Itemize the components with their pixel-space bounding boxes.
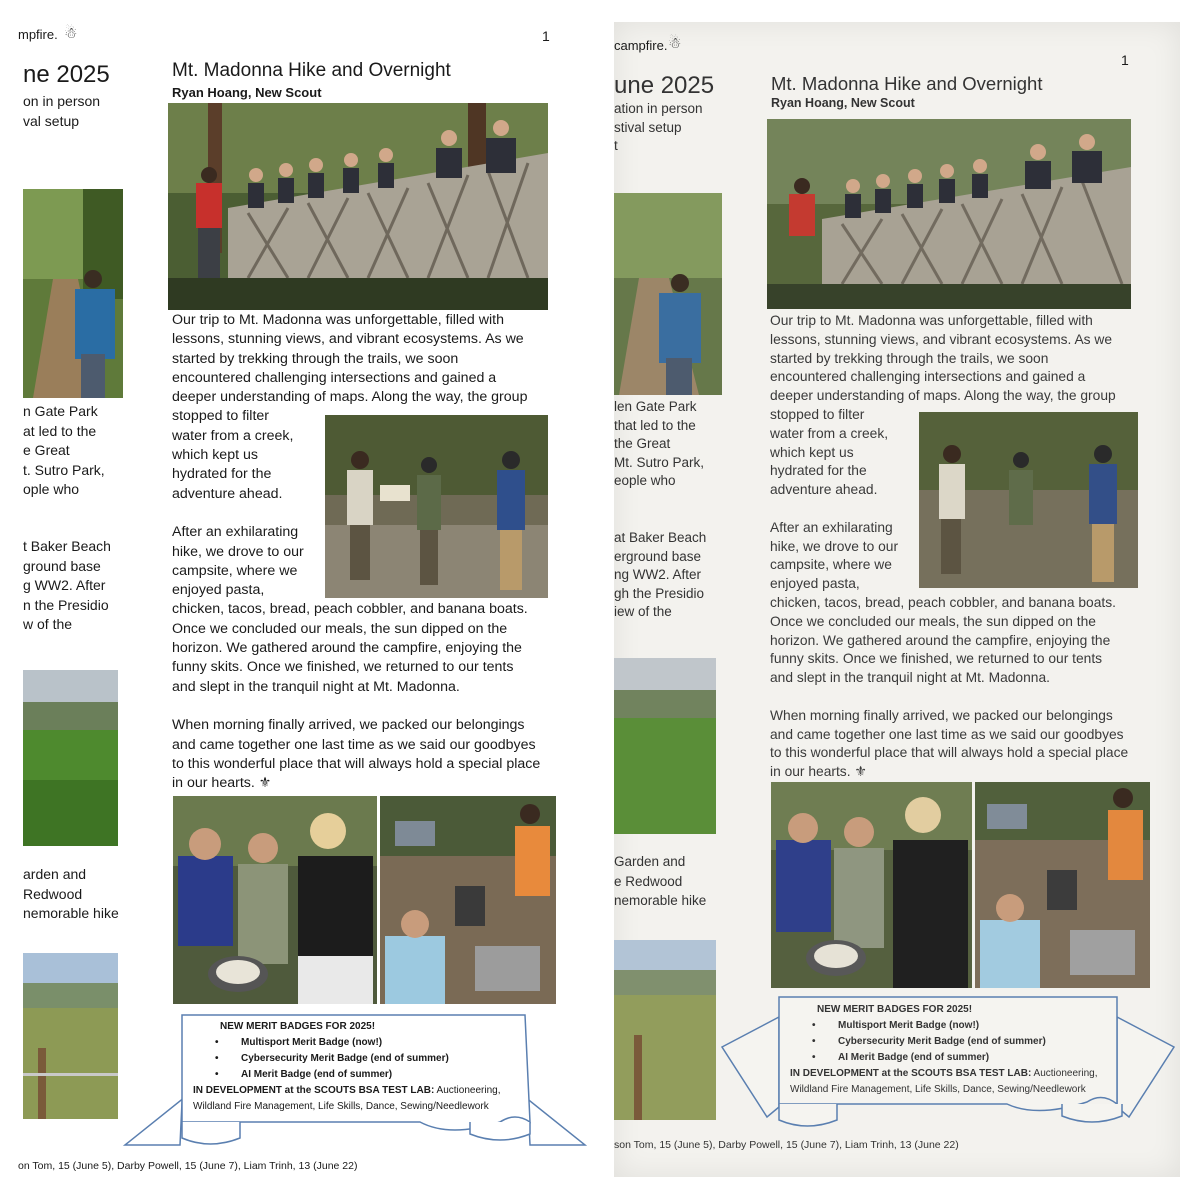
bridge-group-photo [767,119,1131,309]
badge-list [193,1035,533,1083]
banner-heading: NEW MERIT BADGES FOR 2025! [220,1021,376,1032]
text-line: which kept us [770,444,854,460]
campsite-photo [975,782,1150,988]
text-line: Our trip to Mt. Madonna was unforgettable, filled with [172,312,504,328]
column-line: eople who [614,473,676,488]
text-line: encountered challenging intersections and gained a [770,369,1086,385]
article-byline: Ryan Hoang, New Scout [771,96,915,110]
column-line: at Baker Beach [614,530,707,545]
column-line: ation in person [614,101,703,116]
column-line: Mt. Sutro Park, [614,454,705,470]
map-reading-photo [325,415,548,598]
text-line: adventure ahead. [172,485,283,502]
birthday-footer: son Tom, 15 (June 5), Darby Powell, 15 (June 7), Liam Trinh, 13 (June 22) [614,1139,959,1151]
left-column-text [614,100,724,156]
text-line: water from a creek, [172,427,294,444]
text-line: enjoyed pasta, [770,576,860,592]
header-fragment: campfire. [614,38,668,53]
column-line: nemorable hike [23,905,119,921]
dev-text-continued: Wildland Fire Management, Life Skills, Dance, Sewing/Needlework [790,1084,1086,1095]
header-fragment: mpfire. [18,27,58,42]
page-number: 1 [1121,52,1129,68]
map-reading-photo [919,412,1138,588]
text-line: Our trip to Mt. Madonna was unforgettable, filled with [770,313,1093,328]
column-line: val setup [23,112,80,129]
campsite-photo [380,796,556,1004]
column-line: stival setup [614,119,682,135]
text-line: deeper understanding of maps. Along the way, the group [172,389,528,406]
column-line: on in person [23,93,101,109]
text-line: and slept in the tranquil night at Mt. Madonna. [172,678,460,695]
column-line: the Great [614,436,671,451]
badge-item: • Cybersecurity Merit Badge (end of summer) [812,1034,1130,1050]
text-line: adventure ahead. [770,482,878,498]
text-line: to this wonderful place that will always hold a special place [172,755,541,772]
campfire-icon: ☃ [668,35,682,52]
text-line: stopped to filter [770,406,865,422]
column-line: gh the Presidio [614,585,705,601]
badge-item: • Cybersecurity Merit Badge (end of summer) [215,1051,533,1067]
dev-label: IN DEVELOPMENT at the SCOUTS BSA TEST LAB: [790,1068,1032,1079]
left-column-text [23,865,133,924]
presidio-view-photo [23,953,118,1119]
campfire-icon: ☃ [64,25,78,42]
badge-item: • Multisport Merit Badge (now!) [215,1035,533,1051]
column-line: w of the [23,616,73,632]
text-line: lessons, stunning views, and vibrant ecosystems. As we [172,331,524,348]
text-line: When morning finally arrived, we packed our belongings [770,707,1113,723]
birthday-footer: on Tom, 15 (June 5), Darby Powell, 15 (June 7), Liam Trinh, 13 (June 22) [18,1160,358,1172]
badge-list [790,1018,1130,1066]
left-column-text [614,398,724,491]
column-line: nemorable hike [614,893,707,908]
cooking-photo [771,782,972,988]
text-line: lessons, stunning views, and vibrant ecosystems. As we [770,331,1113,347]
text-line: and came together one last time as we said our goodbyes [172,736,536,753]
text-line: When morning finally arrived, we packed our belongings [172,717,525,734]
text-line: started by trekking through the trails, we soon [172,350,459,367]
article-byline: Ryan Hoang, New Scout [172,85,322,100]
text-line: which kept us [172,447,258,464]
column-line: e Great [23,442,70,458]
text-line: encountered challenging intersections and gained a [172,369,497,386]
text-line: After an exhilarating [770,519,893,535]
text-line: After an exhilarating [172,524,299,541]
text-line: deeper understanding of maps. Along the way, the group [770,388,1116,404]
column-line: erground base [614,548,702,564]
column-line: iew of the [614,604,672,619]
hillside-photo [614,658,716,834]
page-number: 1 [542,28,550,44]
text-line: campsite, where we [770,557,892,573]
article-title: Mt. Madonna Hike and Overnight [771,73,1043,94]
column-line: t [614,138,618,153]
badge-item: • AI Merit Badge (end of summer) [812,1050,1130,1066]
column-line: g WW2. After [23,577,106,593]
cooking-photo [173,796,377,1004]
presidio-view-photo [614,940,716,1120]
text-line: hydrated for the [172,466,272,483]
left-column-text [614,852,724,911]
column-line: Garden and [614,854,686,869]
issue-month: une 2025 [614,72,715,99]
text-line: water from a creek, [770,425,889,441]
text-line: hike, we drove to our [770,538,899,554]
left-column-text [23,92,133,131]
text-line: funny skits. Once we finished, we returned to our tents [172,659,514,676]
text-line: chicken, tacos, bread, peach cobbler, and banana boats. [172,601,528,618]
text-line: horizon. We gathered around the campfire, enjoying the [770,632,1111,648]
text-line: started by trekking through the trails, we soon [770,350,1049,366]
column-line: arden and [23,866,87,882]
dev-text: Auctioneering, [1031,1068,1098,1079]
text-line: enjoyed pasta, [172,582,265,599]
text-line: campsite, where we [172,562,298,579]
text-line: Once we concluded our meals, the sun dipped on the [770,613,1096,629]
banner-heading: NEW MERIT BADGES FOR 2025! [817,1004,973,1015]
text-line: horizon. We gathered around the campfire, enjoying the [172,640,522,657]
badge-item: • Multisport Merit Badge (now!) [812,1018,1130,1034]
text-line: chicken, tacos, bread, peach cobbler, and banana boats. [770,594,1116,610]
column-line: Redwood [23,885,83,902]
dev-text-continued: Wildland Fire Management, Life Skills, Dance, Sewing/Needlework [193,1101,489,1112]
column-line: that led to the [614,417,696,433]
text-line: hydrated for the [770,463,867,479]
issue-month: ne 2025 [23,61,110,88]
text-line: to this wonderful place that will always hold a special place [770,745,1129,761]
dev-text: Auctioneering, [434,1085,501,1096]
bridge-group-photo [168,103,548,310]
column-line: ng WW2. After [614,567,702,582]
left-column-text [614,529,724,622]
article-title: Mt. Madonna Hike and Overnight [172,60,451,81]
text-line: and slept in the tranquil night at Mt. Madonna. [770,670,1050,686]
text-line: Once we concluded our meals, the sun dipped on the [172,620,508,637]
hillside-photo [23,670,118,846]
merit-badge-announcement [790,1002,1130,1098]
column-line: t. Sutro Park, [23,461,105,478]
left-column-text [23,537,133,635]
text-line: hike, we drove to our [172,543,304,560]
text-line: and came together one last time as we said our goodbyes [770,726,1124,742]
column-line: at led to the [23,422,97,439]
column-line: ople who [23,481,80,497]
text-line: in our hearts. ⚜ [172,775,272,792]
trail-walk-photo [23,189,123,398]
text-line: stopped to filter [172,408,270,425]
newsletter-page-printed [614,22,1180,1177]
column-line: ground base [23,557,101,574]
dev-label: IN DEVELOPMENT at the SCOUTS BSA TEST LAB: [193,1085,435,1096]
trail-walk-photo [614,193,722,395]
text-line: funny skits. Once we finished, we returned to our tents [770,651,1103,667]
column-line: e Redwood [614,873,683,889]
left-column-text [23,402,133,500]
column-line: len Gate Park [614,399,697,414]
badge-item: • AI Merit Badge (end of summer) [215,1067,533,1083]
text-line: in our hearts. ⚜ [770,764,867,780]
newsletter-page-digital [0,0,590,1200]
column-line: t Baker Beach [23,538,111,554]
column-line: n the Presidio [23,596,109,613]
merit-badge-announcement [193,1019,533,1115]
column-line: n Gate Park [23,403,98,419]
